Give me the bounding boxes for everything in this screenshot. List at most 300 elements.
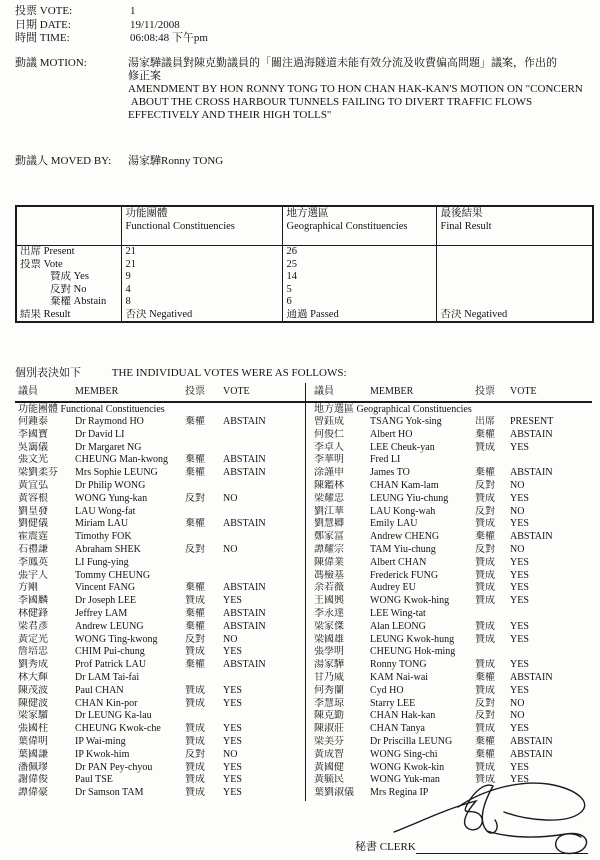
member-name-en: CHEUNG Hok-ming <box>370 646 456 658</box>
member-vote-cn: 贊成 <box>185 595 205 607</box>
member-vote-cn: 贊成 <box>475 595 495 607</box>
summary-row <box>16 271 593 284</box>
member-vote-en <box>223 570 305 583</box>
member-name-en: Abraham SHEK <box>75 543 141 555</box>
summary-row <box>16 246 593 259</box>
member-name-en: Dr Raymond HO <box>75 416 144 427</box>
member-vote-cn: 棄權 <box>475 531 495 543</box>
member-vote-cn: 贊成 <box>475 761 495 773</box>
summary-row <box>16 284 593 297</box>
member-name-en: CHAN Kam-lam <box>370 479 439 491</box>
member-name-en: Albert HO <box>370 428 413 440</box>
summary-col-functional-en: Functional Constituencies <box>125 220 235 232</box>
member-name-en: Dr Priscilla LEUNG <box>370 735 453 747</box>
functional-section-title: 功能團體 Functional Constituencies <box>18 404 165 415</box>
member-name-en: Dr PAN Pey-chyou <box>75 761 153 773</box>
functional-column <box>15 383 305 801</box>
member-name-en: Fred LI <box>370 454 401 466</box>
member-name-en: CHAN Kin-por <box>75 697 138 709</box>
member-name-cn: 陳茂波 <box>18 684 48 696</box>
member-name-en: Ronny TONG <box>370 659 427 671</box>
clerk-row <box>355 838 588 854</box>
member-name-en: Dr Philip WONG <box>75 479 146 491</box>
member-vote-cn: 棄權 <box>475 735 495 747</box>
member-name-en: Frederick FUNG <box>370 569 439 581</box>
member-vote-en: NO <box>510 479 525 491</box>
member-vote-cn <box>475 454 510 467</box>
summary-row-label: 棄權 Abstain <box>50 296 107 307</box>
member-name-cn: 何鍾泰 <box>18 416 48 427</box>
member-name-en: Emily LAU <box>370 518 418 530</box>
clerk-signature-line <box>416 839 588 854</box>
time-value: 06:08:48 下午pm <box>130 32 208 44</box>
member-vote-cn: 贊成 <box>475 556 495 568</box>
member-name-cn: 霍震霆 <box>18 531 48 543</box>
member-vote-en: ABSTAIN <box>223 620 266 632</box>
member-vote-cn: 反對 <box>185 633 205 645</box>
summary-col-final-en: Final Result <box>440 220 492 232</box>
member-name-cn: 余若薇 <box>314 582 344 594</box>
member-vote-cn: 棄權 <box>185 659 205 671</box>
member-row <box>314 454 592 467</box>
time-label: 時間 TIME: <box>15 32 70 44</box>
member-vote-cn <box>185 570 223 583</box>
member-name-cn: 何秀蘭 <box>314 684 344 696</box>
member-vote-cn: 贊成 <box>475 492 495 504</box>
member-name-cn: 石禮謙 <box>18 543 48 555</box>
geographical-rows <box>314 416 592 800</box>
member-name-en: Jeffrey LAM <box>75 607 128 619</box>
member-name-cn: 劉皇發 <box>18 505 48 517</box>
member-name-cn: 李國麟 <box>18 595 48 607</box>
member-row <box>18 595 305 608</box>
date-row <box>15 19 208 33</box>
summary-cell <box>436 296 593 309</box>
member-name-cn: 李慧琼 <box>314 697 344 709</box>
member-vote-en: YES <box>223 646 242 658</box>
clerk-label: 秘書 CLERK <box>355 841 416 853</box>
summary-col-functional-cn: 功能團體 <box>125 208 168 219</box>
member-row <box>314 749 592 762</box>
motion-line-en-2: ABOUT THE CROSS HARBOUR TUNNELS FAILING TO DIVERT TRAFFIC FLOWS <box>128 96 533 108</box>
member-name-cn: 陳偉業 <box>314 556 344 568</box>
member-vote-cn <box>185 710 223 723</box>
member-name-en: CHEUNG Man-kwong <box>75 454 169 466</box>
summary-row <box>16 296 593 309</box>
member-vote-en: YES <box>510 761 529 773</box>
member-row <box>314 518 592 531</box>
member-name-en: WONG Yung-kan <box>75 492 148 504</box>
member-vote-en: YES <box>223 595 242 607</box>
member-vote-en: ABSTAIN <box>510 428 553 440</box>
member-row <box>18 429 305 442</box>
member-vote-en: YES <box>223 787 242 799</box>
member-row <box>18 685 305 698</box>
member-name-cn: 劉秀成 <box>18 659 48 671</box>
member-name-cn: 黃定光 <box>18 633 48 645</box>
member-name-en: IP Wai-ming <box>75 735 126 747</box>
member-vote-en: NO <box>510 505 525 517</box>
date-value: 19/11/2008 <box>130 18 180 31</box>
summary-col-geographical <box>282 206 436 246</box>
time-row <box>15 32 208 46</box>
member-vote-en: YES <box>510 659 529 671</box>
member-row <box>18 506 305 519</box>
member-name-en: KAM Nai-wai <box>370 671 429 683</box>
moved-by-row <box>15 152 223 168</box>
member-name-en: LI Fung-ying <box>75 556 129 568</box>
geographical-section-title: 地方選區 Geographical Constituencies <box>314 404 472 415</box>
member-vote-cn: 贊成 <box>475 633 495 645</box>
member-row <box>314 467 592 480</box>
member-name-en: LEE Wing-tat <box>370 607 426 619</box>
member-row <box>314 595 592 608</box>
member-name-en: Vincent FANG <box>75 582 136 594</box>
member-vote-cn: 出席 <box>475 416 495 427</box>
member-vote-en: ABSTAIN <box>223 518 266 530</box>
member-vote-cn: 反對 <box>185 748 205 760</box>
motion-text <box>128 57 590 122</box>
summary-cell <box>436 259 593 272</box>
member-row <box>18 646 305 659</box>
member-name-en: WONG Ting-kwong <box>75 633 158 645</box>
member-vote-cn: 棄權 <box>185 582 205 594</box>
member-vote-cn: 贊成 <box>185 761 205 773</box>
member-name-en: LAU Wong-fat <box>75 505 136 517</box>
member-vote-en <box>223 557 305 570</box>
motion-label: 動議 MOTION: <box>15 57 87 69</box>
member-row <box>314 698 592 711</box>
member-vote-en: ABSTAIN <box>223 454 266 466</box>
member-name-cn: 陳鑑林 <box>314 479 344 491</box>
member-vote-en <box>223 429 305 442</box>
individual-votes-heading-cn: 個別表決如下 <box>15 367 81 379</box>
member-name-cn: 湯家驊 <box>314 659 344 671</box>
vote-en-header: VOTE <box>223 386 250 397</box>
member-vote-en <box>510 454 592 467</box>
summary-col-geographical-cn: 地方選區 <box>286 208 329 219</box>
member-vote-en <box>223 442 305 455</box>
member-name-cn: 劉慧卿 <box>314 518 344 530</box>
motion-block <box>15 57 590 122</box>
member-row <box>18 531 305 544</box>
summary-cell: 8 <box>121 296 282 309</box>
member-vote-cn <box>185 480 223 493</box>
summary-cell: 5 <box>282 284 436 297</box>
member-vote-en: YES <box>223 684 242 696</box>
summary-cell: 否決 Negatived <box>436 309 593 323</box>
member-name-cn: 黃成智 <box>314 748 344 760</box>
summary-cell: 25 <box>282 259 436 272</box>
member-row <box>18 493 305 506</box>
member-name-en: Andrew CHENG <box>370 531 440 543</box>
member-row <box>314 723 592 736</box>
member-row <box>314 685 592 698</box>
member-vote-en: YES <box>510 723 529 735</box>
vote-cn-header: 投票 <box>185 386 205 397</box>
member-name-cn: 馮檢基 <box>314 569 344 581</box>
member-name-en: WONG Yuk-man <box>370 774 440 786</box>
member-vote-en: YES <box>510 518 529 530</box>
member-row <box>18 570 305 583</box>
member-row <box>18 518 305 531</box>
member-name-en: Dr Margaret NG <box>75 441 142 453</box>
member-row <box>314 544 592 557</box>
member-name-en: LEUNG Yiu-chung <box>370 492 449 504</box>
member-vote-en: YES <box>510 684 529 696</box>
member-row <box>18 698 305 711</box>
summary-cell: 26 <box>282 246 436 259</box>
member-vote-en: ABSTAIN <box>223 607 266 619</box>
member-vote-en: NO <box>510 710 525 722</box>
member-vote-cn <box>185 557 223 570</box>
member-row <box>314 634 592 647</box>
motion-line-en-3: EFFECTIVELY AND THEIR HIGH TOLLS" <box>128 109 332 121</box>
member-vote-cn: 贊成 <box>185 774 205 786</box>
summary-row <box>16 259 593 272</box>
member-vote-en: ABSTAIN <box>223 582 266 594</box>
member-name-en: Albert CHAN <box>370 556 427 568</box>
member-name-cn: 葉劉淑儀 <box>314 787 354 799</box>
member-vote-en: ABSTAIN <box>510 748 553 760</box>
summary-row-label: 反對 No <box>50 283 87 295</box>
geographical-column <box>305 383 592 801</box>
member-vote-cn: 棄權 <box>475 671 495 683</box>
member-vote-cn: 贊成 <box>475 659 495 671</box>
member-name-cn: 梁家騮 <box>18 710 48 722</box>
member-vote-en <box>223 531 305 544</box>
member-row <box>314 710 592 723</box>
member-name-en: TAM Yiu-chung <box>370 543 436 555</box>
member-row <box>314 736 592 749</box>
member-row <box>18 544 305 557</box>
functional-column-header <box>15 383 305 403</box>
vote-cn-header: 投票 <box>475 386 495 397</box>
member-name-en: Dr Joseph LEE <box>75 595 137 607</box>
member-name-cn: 方剛 <box>18 582 38 594</box>
member-row <box>18 442 305 455</box>
member-name-cn: 梁君彥 <box>18 620 48 632</box>
member-row <box>314 480 592 493</box>
member-row <box>314 582 592 595</box>
member-row <box>314 429 592 442</box>
member-name-en: Dr LEUNG Ka-lau <box>75 710 152 722</box>
member-row <box>18 723 305 736</box>
vote-en-header: VOTE <box>510 386 537 397</box>
member-name-en: Alan LEONG <box>370 620 426 632</box>
member-vote-en: ABSTAIN <box>510 735 553 747</box>
member-cn-header: 議員 <box>18 386 38 397</box>
member-name-cn: 陳健波 <box>18 697 48 709</box>
member-vote-en: ABSTAIN <box>510 671 553 683</box>
member-name-en: CHEUNG Kwok-che <box>75 723 161 735</box>
member-vote-cn: 贊成 <box>475 582 495 594</box>
member-vote-en: YES <box>223 774 242 786</box>
member-name-en: Cyd HO <box>370 684 404 696</box>
member-vote-cn: 棄權 <box>475 467 495 479</box>
member-vote-en: YES <box>510 441 529 453</box>
member-name-en: LEUNG Kwok-hung <box>370 633 455 645</box>
moved-by-label: 動議人 MOVED BY: <box>15 155 112 167</box>
member-vote-en: YES <box>223 723 242 735</box>
member-name-en: Paul CHAN <box>75 684 124 696</box>
member-name-cn: 梁國雄 <box>314 633 344 645</box>
summary-row-label: 結果 Result <box>20 308 71 320</box>
member-vote-en: YES <box>223 735 242 747</box>
member-name-en: Mrs Sophie LEUNG <box>75 467 158 479</box>
member-vote-cn: 反對 <box>185 492 205 504</box>
vote-number-row <box>15 5 208 19</box>
member-vote-cn: 棄權 <box>185 607 205 619</box>
member-en-header: MEMBER <box>75 386 119 397</box>
member-vote-cn: 贊成 <box>475 569 495 581</box>
member-row <box>18 557 305 570</box>
member-vote-en: NO <box>510 697 525 709</box>
summary-cell: 6 <box>282 296 436 309</box>
member-en-header: MEMBER <box>370 386 414 397</box>
member-vote-cn: 棄權 <box>185 454 205 466</box>
member-name-en: IP Kwok-him <box>75 748 130 760</box>
member-vote-en: YES <box>510 595 529 607</box>
member-name-cn: 張國柱 <box>18 723 48 735</box>
member-vote-en: NO <box>223 492 238 504</box>
member-vote-en: NO <box>223 543 238 555</box>
member-row <box>18 621 305 634</box>
member-row <box>314 557 592 570</box>
member-name-cn: 陳淑莊 <box>314 723 344 735</box>
member-name-en: TSANG Yok-sing <box>370 416 442 427</box>
summary-body <box>16 246 593 323</box>
member-name-cn: 林大輝 <box>18 671 48 683</box>
geographical-column-header <box>306 383 592 403</box>
member-row <box>18 710 305 723</box>
member-vote-en: ABSTAIN <box>223 416 266 427</box>
member-row <box>18 749 305 762</box>
member-vote-en: ABSTAIN <box>510 467 553 479</box>
member-row <box>18 762 305 775</box>
member-vote-cn: 反對 <box>185 543 205 555</box>
member-name-en: WONG Kwok-kin <box>370 761 445 773</box>
summary-row <box>16 309 593 323</box>
member-name-en: Dr Samson TAM <box>75 787 144 799</box>
member-vote-en: YES <box>510 569 529 581</box>
member-name-cn: 劉江華 <box>314 505 344 517</box>
member-vote-cn: 反對 <box>475 505 495 517</box>
member-name-en: LAU Kong-wah <box>370 505 436 517</box>
member-vote-cn: 反對 <box>475 697 495 709</box>
member-row <box>314 646 592 659</box>
summary-cell <box>436 246 593 259</box>
member-name-cn: 潘佩璆 <box>18 761 48 773</box>
member-vote-en: YES <box>510 774 529 786</box>
member-vote-cn: 反對 <box>475 479 495 491</box>
individual-votes-table <box>15 383 592 801</box>
member-row <box>18 672 305 685</box>
member-cn-header: 議員 <box>314 386 334 397</box>
member-vote-cn <box>185 672 223 685</box>
summary-cell: 21 <box>121 259 282 272</box>
member-row <box>314 570 592 583</box>
summary-col-final <box>436 206 593 246</box>
member-name-cn: 李鳳英 <box>18 556 48 568</box>
member-name-cn: 梁劉柔芬 <box>18 467 58 479</box>
member-name-cn: 梁耀忠 <box>314 492 344 504</box>
member-row <box>18 480 305 493</box>
member-name-cn: 黃容根 <box>18 492 48 504</box>
member-name-en: Miriam LAU <box>75 518 129 530</box>
member-name-en: CHAN Hak-kan <box>370 710 436 722</box>
member-name-cn: 李卓人 <box>314 441 344 453</box>
member-name-cn: 譚偉豪 <box>18 787 48 799</box>
summary-cell <box>436 284 593 297</box>
member-name-cn: 李國寶 <box>18 428 48 440</box>
member-vote-cn: 贊成 <box>475 620 495 632</box>
member-name-cn: 詹培忠 <box>18 646 48 658</box>
member-vote-cn <box>185 531 223 544</box>
member-name-en: Audrey EU <box>370 582 416 594</box>
member-name-cn: 張學明 <box>314 646 344 658</box>
member-vote-en: YES <box>510 633 529 645</box>
member-vote-en <box>223 672 305 685</box>
member-name-en: Dr David LI <box>75 428 125 440</box>
member-vote-cn: 棄權 <box>475 428 495 440</box>
member-name-cn: 張宇人 <box>18 569 48 581</box>
member-vote-cn: 棄權 <box>185 416 205 427</box>
member-name-en: Timothy FOK <box>75 531 132 543</box>
member-name-en: Andrew LEUNG <box>75 620 144 632</box>
member-vote-cn: 棄權 <box>185 467 205 479</box>
member-row <box>18 608 305 621</box>
member-name-en: Dr LAM Tai-fai <box>75 671 140 683</box>
member-name-en: Mrs Regina IP <box>370 787 429 799</box>
member-vote-cn <box>185 429 223 442</box>
member-row <box>314 442 592 455</box>
date-label: 日期 DATE: <box>15 18 71 31</box>
member-vote-en <box>223 710 305 723</box>
member-name-cn: 李永達 <box>314 607 344 619</box>
member-vote-en: YES <box>510 492 529 504</box>
member-vote-en: ABSTAIN <box>223 467 266 479</box>
member-name-en: Starry LEE <box>370 697 416 709</box>
member-vote-cn: 贊成 <box>475 723 495 735</box>
member-vote-cn <box>475 646 510 659</box>
member-name-cn: 曾鈺成 <box>314 416 344 427</box>
summary-cell: 否決 Negatived <box>121 309 282 323</box>
member-row <box>18 454 305 467</box>
member-vote-en: YES <box>510 556 529 568</box>
member-name-en: Paul TSE <box>75 774 113 786</box>
individual-votes-heading-en: THE INDIVIDUAL VOTES WERE AS FOLLOWS: <box>111 367 347 379</box>
member-vote-cn: 贊成 <box>185 735 205 747</box>
summary-cell: 9 <box>121 271 282 284</box>
member-name-cn: 譚耀宗 <box>314 543 344 555</box>
vote-number-label: 投票 VOTE: <box>15 5 73 17</box>
member-row <box>18 467 305 480</box>
member-name-en: Tommy CHEUNG <box>75 569 151 581</box>
summary-row-label: 出席 Present <box>20 246 75 257</box>
summary-col-geographical-en: Geographical Constituencies <box>286 220 408 232</box>
member-vote-en: YES <box>510 620 529 632</box>
member-row <box>18 659 305 672</box>
member-name-cn: 涂謹申 <box>314 467 344 479</box>
summary-row-label: 贊成 Yes <box>50 271 89 282</box>
member-vote-en <box>223 506 305 519</box>
summary-cell: 21 <box>121 246 282 259</box>
summary-table <box>15 205 594 323</box>
member-vote-cn: 棄權 <box>475 748 495 760</box>
member-name-cn: 鄭家富 <box>314 531 344 543</box>
member-row <box>18 774 305 787</box>
